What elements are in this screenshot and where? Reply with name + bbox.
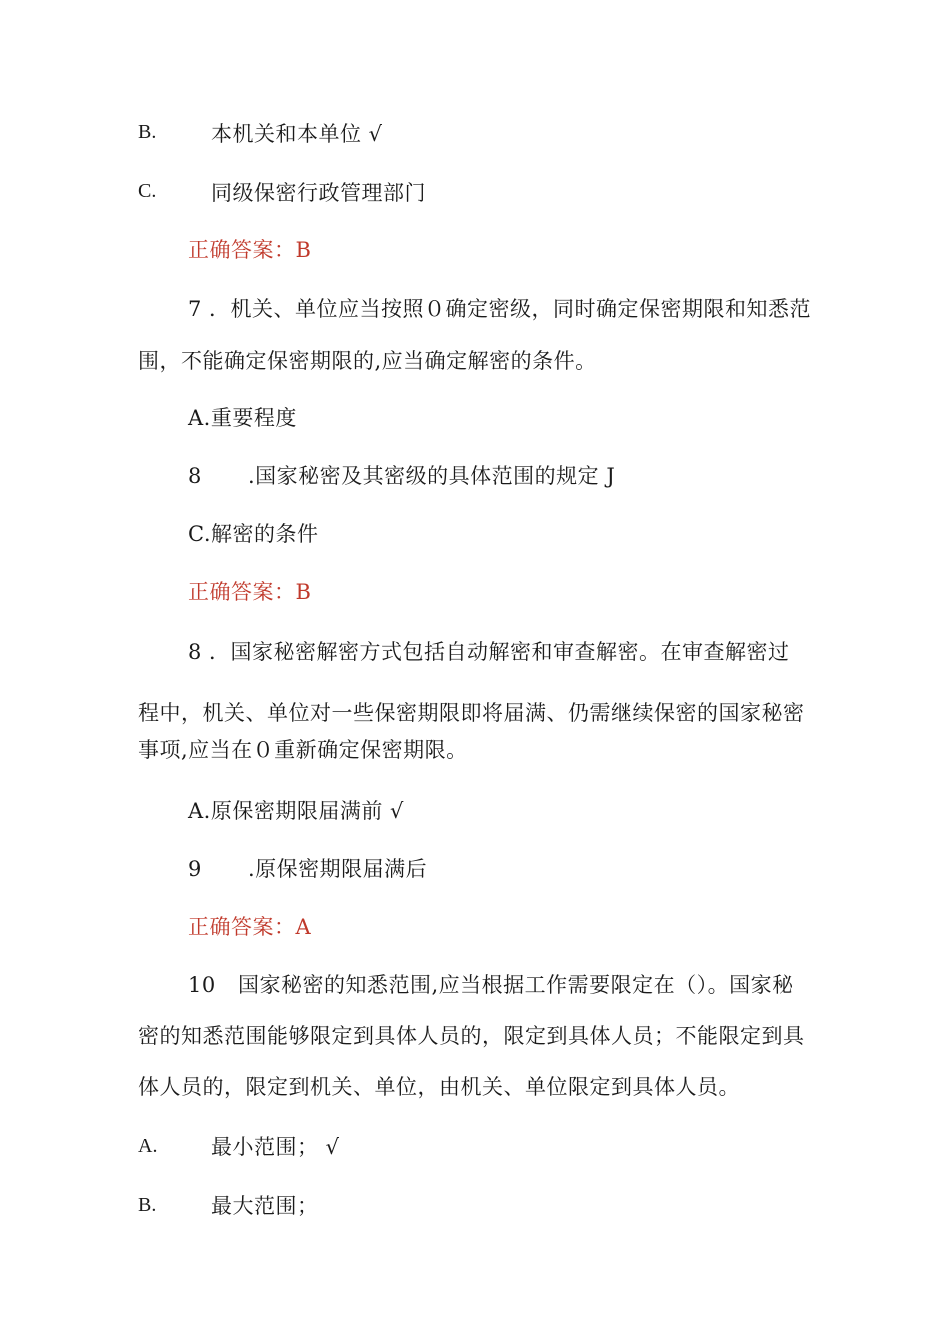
question-10-option-a: 最小范围； √ — [211, 1135, 340, 1159]
question-7-option-b-text: .国家秘密及其密级的具体范围的规定 J — [248, 464, 616, 488]
question-7-option-a: A.重要程度 — [188, 406, 297, 430]
correct-answer: 正确答案：A — [188, 915, 312, 939]
question-10-number: 10 — [188, 973, 216, 997]
question-10-line-3: 体人员的，限定到机关、单位，由机关、单位限定到具体人员。 — [138, 1075, 740, 1099]
question-10-line-2: 密的知悉范围能够限定到具体人员的，限定到具体人员；不能限定到具 — [138, 1024, 805, 1048]
question-7-line-2: 围，不能确定保密期限的,应当确定解密的条件。 — [138, 349, 597, 373]
question-8-line-2: 程中，机关、单位对一些保密期限即将届满、仍需继续保密的国家秘密 — [138, 701, 805, 725]
option-text-b: 本机关和本单位 √ — [211, 122, 383, 146]
question-7-option-c: C.解密的条件 — [188, 522, 319, 546]
question-8-line-3: 事项,应当在０重新确定保密期限。 — [138, 738, 468, 762]
question-7-option-b-number: 8 — [188, 464, 202, 488]
question-8-option-b-text: .原保密期限届满后 — [248, 857, 428, 881]
option-text-c: 同级保密行政管理部门 — [211, 181, 426, 205]
question-10-option-b: 最大范围； — [211, 1194, 319, 1218]
question-8-line-1: 8 ．国家秘密解密方式包括自动解密和审查解密。在审查解密过 — [188, 640, 790, 664]
option-marker-a: A. — [138, 1135, 158, 1157]
correct-answer: 正确答案：B — [188, 238, 312, 262]
option-marker-b: B. — [138, 121, 157, 143]
question-8-option-b-number: 9 — [188, 857, 202, 881]
question-10-line-1: 国家秘密的知悉范围,应当根据工作需要限定在（）。国家秘 — [238, 973, 794, 997]
option-marker-c: C. — [138, 180, 157, 202]
question-8-option-a: A.原保密期限届满前 √ — [188, 799, 404, 823]
correct-answer: 正确答案：B — [188, 580, 312, 604]
question-7-line-1: 7 ．机关、单位应当按照０确定密级，同时确定保密期限和知悉范 — [188, 297, 812, 321]
option-marker-b: B. — [138, 1194, 157, 1216]
